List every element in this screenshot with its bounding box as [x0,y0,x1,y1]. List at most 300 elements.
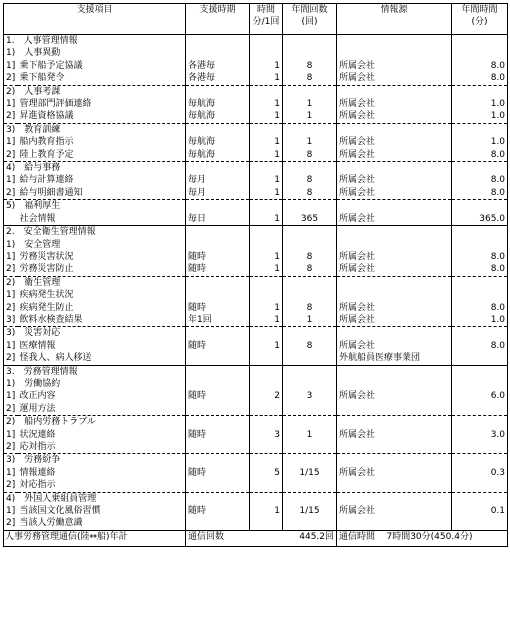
cell-source: 所属会社 [337,251,452,263]
cell-source [337,289,452,301]
cell-no: 2] [4,263,18,276]
group-title: 2) 衛生管理 [4,276,186,289]
group-title: 5) 福利厚生 [4,200,186,213]
cell-annual: 8.0 [452,302,508,314]
cell-item: 怪我人、病人移送 [18,352,186,365]
cell-source: 所属会社 [337,110,452,123]
group-title-row [4,85,508,98]
empty-cell [337,85,452,98]
cell-no: 1] [4,340,18,352]
cell-hours: 1 [250,213,283,226]
cell-count [283,441,337,454]
empty-cell [452,492,508,505]
empty-cell [283,200,337,213]
empty-cell [337,226,452,239]
cell-source: 所属会社 [337,302,452,314]
cell-item: 乗下船予定協議 [18,60,186,72]
cell-source: 所属会社 [337,174,452,186]
header-count: 年間回数 (回) [283,4,337,35]
cell-annual: 1.0 [452,98,508,110]
cell-item: 社会情報 [18,213,186,226]
cell-no: 1] [4,505,18,517]
empty-cell [250,35,283,48]
cell-item: 対応指示 [18,479,186,492]
cell-annual: 8.0 [452,149,508,162]
cell-period: 随時 [186,429,250,441]
cell-period: 随時 [186,390,250,402]
header-item: 支援項目 [4,4,186,35]
cell-count: 8 [283,174,337,186]
group-title-row [4,123,508,136]
section-title-row [4,365,508,378]
group-title: 3) 教育訓練 [4,123,186,136]
group-title-row [4,327,508,340]
cell-period: 毎航海 [186,98,250,110]
cell-item: 昇進資格協議 [18,110,186,123]
cell-source: 所属会社 [337,213,452,226]
empty-cell [452,47,508,59]
cell-no: 2] [4,187,18,200]
empty-cell [337,35,452,48]
cell-count: 1/15 [283,467,337,479]
table-row [4,505,508,517]
empty-cell [186,416,250,429]
empty-cell [337,47,452,59]
cell-annual: 8.0 [452,340,508,352]
cell-count [283,289,337,301]
empty-cell [250,123,283,136]
empty-cell [186,239,250,251]
table-row [4,517,508,530]
cell-item: 労務災害状況 [18,251,186,263]
empty-cell [283,327,337,340]
table-row [4,149,508,162]
empty-cell [452,454,508,467]
cell-period [186,289,250,301]
cell-period: 随時 [186,340,250,352]
cell-count: 1 [283,110,337,123]
cell-count [283,517,337,530]
section-title: 3. 労務管理情報 [4,365,186,378]
cell-hours: 1 [250,136,283,148]
cell-item: 疾病発生状況 [18,289,186,301]
table-row [4,352,508,365]
cell-annual: 365.0 [452,213,508,226]
footer-time-label: 通信時間 [339,531,376,542]
cell-annual: 1.0 [452,314,508,327]
empty-cell [283,378,337,390]
cell-no: 2] [4,517,18,530]
table-row [4,187,508,200]
empty-cell [337,327,452,340]
cell-item: 当該人労働意識 [18,517,186,530]
table-row [4,98,508,110]
cell-item: 状況連絡 [18,429,186,441]
empty-cell [283,492,337,505]
cell-no: 2] [4,479,18,492]
cell-hours: 1 [250,174,283,186]
cell-source: 所属会社 [337,314,452,327]
cell-item: 乗下船発令 [18,72,186,85]
footer-time [337,530,508,546]
table-row [4,314,508,327]
section-title-row [4,226,508,239]
empty-cell [283,276,337,289]
cell-source [337,517,452,530]
empty-cell [250,416,283,429]
footer-time-value: 7時間30分(450.4分) [386,531,473,542]
cell-annual [452,517,508,530]
cell-hours: 1 [250,110,283,123]
group-title-row [4,276,508,289]
empty-cell [186,276,250,289]
empty-cell [186,35,250,48]
table-row [4,302,508,314]
cell-source: 所属会社 [337,187,452,200]
cell-hours [250,352,283,365]
group-title-row [4,162,508,175]
empty-cell [186,162,250,175]
cell-source: 所属会社 [337,263,452,276]
cell-hours: 1 [250,149,283,162]
cell-period: 各港毎 [186,72,250,85]
cell-no: 2] [4,352,18,365]
cell-annual [452,479,508,492]
cell-item: 給与計算連絡 [18,174,186,186]
table-row [4,429,508,441]
table-row [4,340,508,352]
cell-period: 年1回 [186,314,250,327]
cell-hours [250,517,283,530]
cell-period: 毎航海 [186,136,250,148]
header-period: 支援時期 [186,4,250,35]
cell-item: 運用方法 [18,403,186,416]
cell-annual: 6.0 [452,390,508,402]
empty-cell [250,454,283,467]
support-table [3,3,508,547]
cell-annual: 8.0 [452,263,508,276]
empty-cell [283,239,337,251]
empty-cell [186,47,250,59]
empty-cell [186,200,250,213]
cell-hours: 1 [250,505,283,517]
cell-no: 1] [4,467,18,479]
cell-count: 1/15 [283,505,337,517]
empty-cell [283,85,337,98]
cell-count: 8 [283,149,337,162]
cell-source: 所属会社 [337,467,452,479]
cell-no: 2] [4,403,18,416]
empty-cell [283,416,337,429]
cell-count: 8 [283,263,337,276]
cell-count: 1 [283,429,337,441]
section-title: 1. 人事管理情報 [4,35,186,48]
cell-source: 所属会社 [337,72,452,85]
empty-cell [452,123,508,136]
group-title-row [4,492,508,505]
cell-hours: 2 [250,390,283,402]
cell-period: 毎日 [186,213,250,226]
cell-hours: 1 [250,98,283,110]
cell-period [186,517,250,530]
cell-no: 3] [4,314,18,327]
cell-annual: 8.0 [452,187,508,200]
table-row [4,136,508,148]
table-row [4,479,508,492]
table-row [4,72,508,85]
cell-hours: 1 [250,60,283,72]
footer-count-value: 445.2回 [299,531,335,542]
cell-hours: 1 [250,263,283,276]
group-title: 3) 労務紛争 [4,454,186,467]
group-title: 2) 人事考課 [4,85,186,98]
cell-item: 飲料水検査結果 [18,314,186,327]
empty-cell [250,162,283,175]
empty-cell [337,239,452,251]
cell-count: 1 [283,136,337,148]
empty-cell [452,378,508,390]
section-title: 2. 安全衛生管理情報 [4,226,186,239]
cell-hours: 1 [250,72,283,85]
empty-cell [452,365,508,378]
cell-hours: 1 [250,340,283,352]
empty-cell [250,85,283,98]
cell-item: 給与明細書通知 [18,187,186,200]
cell-annual [452,352,508,365]
cell-source: 所属会社 [337,98,452,110]
empty-cell [452,200,508,213]
cell-count: 8 [283,340,337,352]
cell-hours: 1 [250,187,283,200]
group-title: 4) 外国人乗組員管理 [4,492,186,505]
empty-cell [250,276,283,289]
cell-source: 外航船員医療事業団 [337,352,452,365]
empty-cell [250,200,283,213]
cell-count [283,352,337,365]
empty-cell [452,226,508,239]
cell-item: 情報連絡 [18,467,186,479]
empty-cell [337,365,452,378]
cell-period [186,352,250,365]
cell-item: 船内教育指示 [18,136,186,148]
cell-hours: 1 [250,302,283,314]
cell-source: 所属会社 [337,60,452,72]
group-title-row [4,378,508,390]
cell-count [283,479,337,492]
cell-source: 所属会社 [337,390,452,402]
cell-period: 毎月 [186,187,250,200]
empty-cell [283,123,337,136]
empty-cell [186,226,250,239]
cell-no: 1] [4,136,18,148]
cell-annual [452,441,508,454]
cell-source: 所属会社 [337,505,452,517]
empty-cell [250,492,283,505]
cell-no: 1] [4,251,18,263]
empty-cell [186,454,250,467]
empty-cell [337,492,452,505]
cell-hours: 1 [250,314,283,327]
cell-no [4,213,18,226]
cell-count: 8 [283,251,337,263]
header-annual: 年間時間 (分) [452,4,508,35]
group-title: 1) 人事異動 [4,47,186,59]
empty-cell [250,226,283,239]
cell-count: 8 [283,187,337,200]
cell-count: 8 [283,60,337,72]
empty-cell [186,492,250,505]
group-title: 4) 給与事務 [4,162,186,175]
cell-annual [452,289,508,301]
empty-cell [452,276,508,289]
empty-cell [250,327,283,340]
group-title-row [4,200,508,213]
empty-cell [186,365,250,378]
cell-count: 1 [283,314,337,327]
group-title-row [4,454,508,467]
table-row [4,251,508,263]
header-source: 情報源 [337,4,452,35]
cell-period: 随時 [186,263,250,276]
cell-period: 毎航海 [186,110,250,123]
table-body [4,35,508,531]
cell-source: 所属会社 [337,136,452,148]
cell-no: 2] [4,441,18,454]
empty-cell [250,47,283,59]
cell-item: 陸上教育予定 [18,149,186,162]
empty-cell [283,226,337,239]
cell-period: 毎月 [186,174,250,186]
footer-count-label: 通信回数 [188,531,225,542]
cell-no: 2] [4,110,18,123]
cell-source [337,441,452,454]
cell-source: 所属会社 [337,340,452,352]
empty-cell [452,239,508,251]
cell-count: 3 [283,390,337,402]
cell-item: 応対指示 [18,441,186,454]
cell-annual: 3.0 [452,429,508,441]
cell-period: 随時 [186,467,250,479]
empty-cell [186,327,250,340]
group-title-row [4,416,508,429]
cell-hours: 1 [250,251,283,263]
empty-cell [452,162,508,175]
cell-item: 医療情報 [18,340,186,352]
empty-cell [452,35,508,48]
cell-period: 毎航海 [186,149,250,162]
group-title: 3) 災害対応 [4,327,186,340]
group-title: 2) 船内労務トラブル [4,416,186,429]
cell-annual: 8.0 [452,251,508,263]
footer-label: 人事労務管理通信(陸⇔船)年計 [4,530,186,546]
empty-cell [337,454,452,467]
cell-no: 1] [4,429,18,441]
empty-cell [452,416,508,429]
cell-period [186,441,250,454]
empty-cell [337,416,452,429]
footer-row [4,530,508,546]
table-row [4,174,508,186]
cell-hours [250,289,283,301]
empty-cell [452,85,508,98]
cell-no: 2] [4,149,18,162]
empty-cell [186,85,250,98]
section-title-row [4,35,508,48]
cell-no: 1] [4,174,18,186]
table-row [4,441,508,454]
group-title-row [4,47,508,59]
table-row [4,289,508,301]
empty-cell [283,365,337,378]
empty-cell [337,162,452,175]
cell-annual: 0.1 [452,505,508,517]
cell-no: 1] [4,60,18,72]
cell-period: 各港毎 [186,60,250,72]
empty-cell [337,200,452,213]
cell-no: 2] [4,72,18,85]
footer-count [186,530,337,546]
cell-hours [250,479,283,492]
cell-period [186,403,250,416]
cell-no: 1] [4,289,18,301]
cell-period: 随時 [186,302,250,314]
group-title-row [4,239,508,251]
group-title: 1) 安全管理 [4,239,186,251]
cell-hours [250,403,283,416]
table-row [4,403,508,416]
table-row [4,390,508,402]
cell-period: 随時 [186,251,250,263]
cell-item: 改正内容 [18,390,186,402]
cell-no: 2] [4,302,18,314]
empty-cell [337,378,452,390]
table-row [4,213,508,226]
cell-item: 労務災害防止 [18,263,186,276]
table-row [4,110,508,123]
cell-count: 8 [283,302,337,314]
empty-cell [283,162,337,175]
cell-annual: 1.0 [452,110,508,123]
empty-cell [337,276,452,289]
cell-source: 所属会社 [337,429,452,441]
table-row [4,263,508,276]
empty-cell [337,123,452,136]
cell-item: 疾病発生防止 [18,302,186,314]
cell-period: 随時 [186,505,250,517]
cell-source: 所属会社 [337,149,452,162]
empty-cell [250,378,283,390]
group-title: 1) 労働協約 [4,378,186,390]
empty-cell [283,454,337,467]
cell-annual [452,403,508,416]
cell-annual: 1.0 [452,136,508,148]
header-hours: 時間 分/1回 [250,4,283,35]
empty-cell [283,35,337,48]
cell-hours: 5 [250,467,283,479]
cell-count: 365 [283,213,337,226]
cell-hours [250,441,283,454]
header-row [4,4,508,35]
cell-no: 1] [4,390,18,402]
cell-count [283,403,337,416]
empty-cell [250,239,283,251]
empty-cell [283,47,337,59]
cell-no: 1] [4,98,18,110]
table-row [4,467,508,479]
cell-annual: 8.0 [452,174,508,186]
cell-item: 当該国文化風俗習慣 [18,505,186,517]
empty-cell [250,365,283,378]
